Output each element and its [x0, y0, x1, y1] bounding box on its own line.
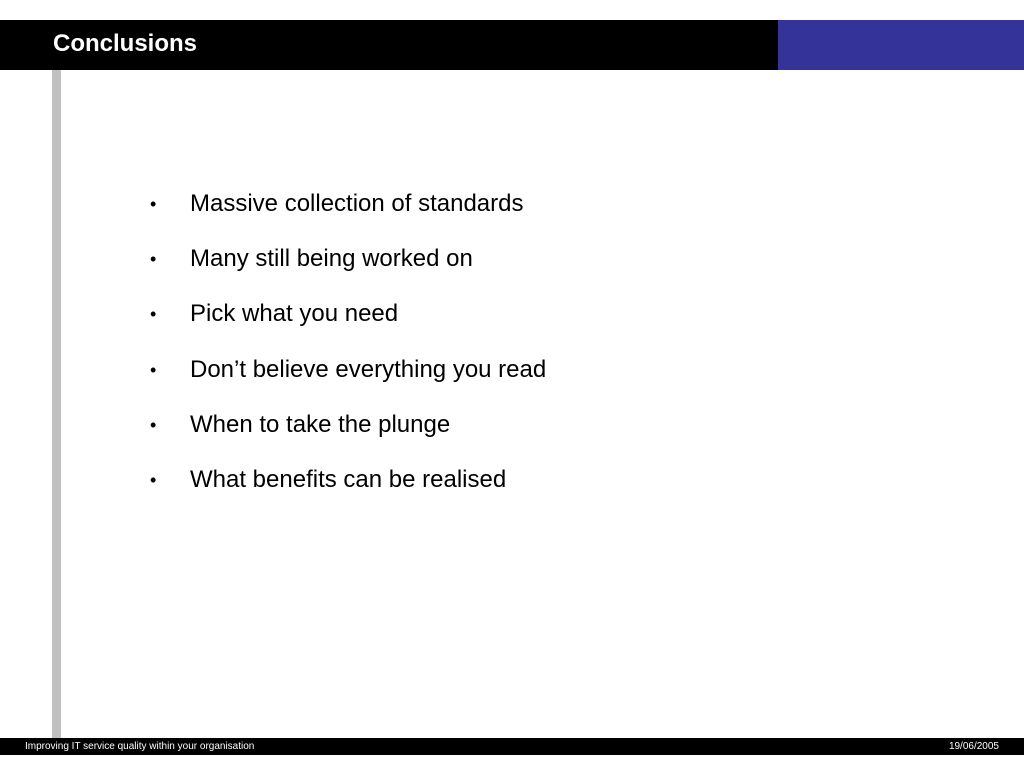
footer-presentation-title: Improving IT service quality within your organisation — [25, 741, 255, 752]
footer-bar — [0, 738, 1024, 755]
bullet-marker: • — [150, 304, 157, 325]
bullet-text: What benefits can be realised — [190, 465, 507, 493]
title-accent-block — [778, 20, 1024, 70]
side-rule — [52, 70, 61, 738]
footer-date: 19/06/2005 — [948, 741, 999, 752]
bullet-marker: • — [150, 249, 157, 270]
bullet-text: When to take the plunge — [190, 410, 451, 438]
title-bar — [0, 20, 778, 70]
bullet-marker: • — [150, 194, 157, 214]
bullet-text: Pick what you need — [190, 300, 399, 328]
bullet-text: Many still being worked on — [190, 245, 473, 273]
bullet-text: Don’t believe everything you read — [190, 355, 547, 383]
bullet-marker: • — [150, 469, 157, 490]
bullet-marker: • — [150, 359, 157, 380]
slide-title: Conclusions — [53, 30, 198, 57]
bullet-text: Massive collection of standards — [190, 190, 524, 217]
bullet-marker: • — [150, 414, 157, 435]
